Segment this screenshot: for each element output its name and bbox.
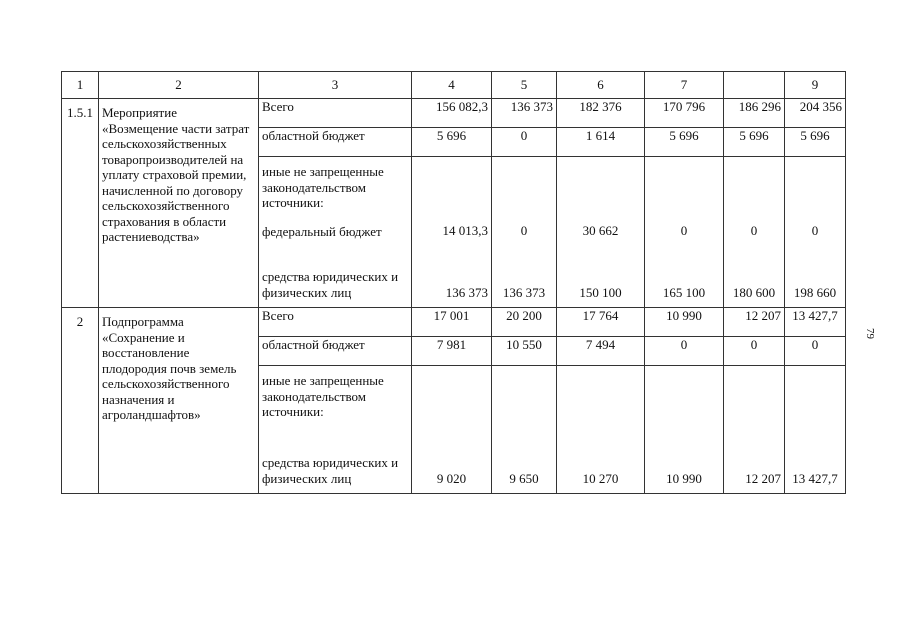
value-cell: 204 356	[785, 99, 846, 128]
value-cell: 5 696	[412, 128, 492, 157]
value-legal: 180 600	[732, 284, 776, 300]
value-cell: 7 494	[557, 337, 645, 366]
header-cell: 4	[412, 72, 492, 99]
value-cell	[785, 157, 846, 308]
row-number: 2	[62, 308, 99, 494]
header-cell: 6	[557, 72, 645, 99]
value-legal: 198 660	[793, 284, 837, 300]
value-cell: 5 696	[785, 128, 846, 157]
header-cell: 9	[785, 72, 846, 99]
table-row	[62, 99, 846, 128]
value-cell: 1 614	[557, 128, 645, 157]
source-label: областной бюджет	[259, 337, 412, 366]
value-cell: 12 207	[724, 308, 785, 337]
value-legal: 9 020	[436, 470, 467, 486]
source-label: иные не запрещенные законодательством источники:	[262, 164, 384, 210]
value-cell	[645, 157, 724, 308]
value-cell: 186 296	[724, 99, 785, 128]
value-federal: 0	[811, 223, 819, 238]
value-legal: 12 207	[745, 470, 781, 486]
value-cell: 156 082,3	[412, 99, 492, 128]
header-cell: 2	[99, 72, 259, 99]
source-label: иные не запрещенные законодательством источники:	[262, 373, 384, 419]
value-cell: 136 373	[492, 99, 557, 128]
value-federal: 0	[680, 223, 688, 238]
source-cell	[259, 366, 412, 494]
value-legal: 136 373	[445, 284, 488, 300]
header-cell: 3	[259, 72, 412, 99]
value-cell: 13 427,7	[785, 308, 846, 337]
value-legal: 13 427,7	[792, 470, 838, 486]
source-label: федеральный бюджет	[262, 223, 382, 239]
value-cell: 7 981	[412, 337, 492, 366]
header-row	[62, 72, 846, 99]
row-title: Мероприятие «Возмещение части затрат сельскохозяйственных товаропроизводителей на уплату страховой премии, начисленной по договору сельскохозяйственного страхования в области растениеводства»	[99, 99, 259, 308]
value-cell	[412, 366, 492, 494]
value-cell	[785, 366, 846, 494]
value-cell: 0	[645, 337, 724, 366]
value-cell	[492, 366, 557, 494]
value-cell	[724, 366, 785, 494]
value-cell: 0	[492, 128, 557, 157]
value-legal: 165 100	[662, 284, 706, 300]
value-federal: 0	[520, 223, 528, 238]
source-label: Всего	[259, 99, 412, 128]
value-legal: 136 373	[502, 284, 546, 300]
value-cell: 17 001	[412, 308, 492, 337]
value-legal: 10 990	[666, 470, 702, 486]
value-cell: 20 200	[492, 308, 557, 337]
header-cell	[724, 72, 785, 99]
value-cell: 0	[785, 337, 846, 366]
value-cell: 170 796	[645, 99, 724, 128]
value-federal: 0	[750, 223, 758, 238]
row-title: Подпрограмма «Сохранение и восстановление плодородия почв земель сельскохозяйственного назначения и агроландшафтов»	[99, 308, 259, 494]
value-cell: 17 764	[557, 308, 645, 337]
value-cell	[412, 157, 492, 308]
page-number: 79	[864, 328, 876, 339]
header-cell: 7	[645, 72, 724, 99]
value-legal: 10 270	[582, 470, 619, 486]
value-cell	[557, 157, 645, 308]
source-label: областной бюджет	[259, 128, 412, 157]
value-cell: 0	[724, 337, 785, 366]
value-cell	[492, 157, 557, 308]
table-row	[62, 308, 846, 337]
value-cell: 182 376	[557, 99, 645, 128]
value-cell	[724, 157, 785, 308]
value-cell	[557, 366, 645, 494]
value-cell: 5 696	[645, 128, 724, 157]
source-cell	[259, 157, 412, 308]
row-number: 1.5.1	[62, 99, 99, 308]
value-federal: 14 013,3	[442, 223, 488, 238]
header-cell: 1	[62, 72, 99, 99]
value-federal: 30 662	[582, 223, 619, 238]
budget-table	[61, 71, 846, 494]
value-legal: 9 650	[509, 470, 539, 486]
value-cell	[645, 366, 724, 494]
value-cell: 5 696	[724, 128, 785, 157]
source-label: средства юридических и физических лиц	[262, 269, 399, 300]
value-cell: 10 550	[492, 337, 557, 366]
source-label: средства юридических и физических лиц	[262, 455, 399, 486]
value-legal: 150 100	[579, 284, 622, 300]
header-cell: 5	[492, 72, 557, 99]
source-label: Всего	[259, 308, 412, 337]
value-cell: 10 990	[645, 308, 724, 337]
